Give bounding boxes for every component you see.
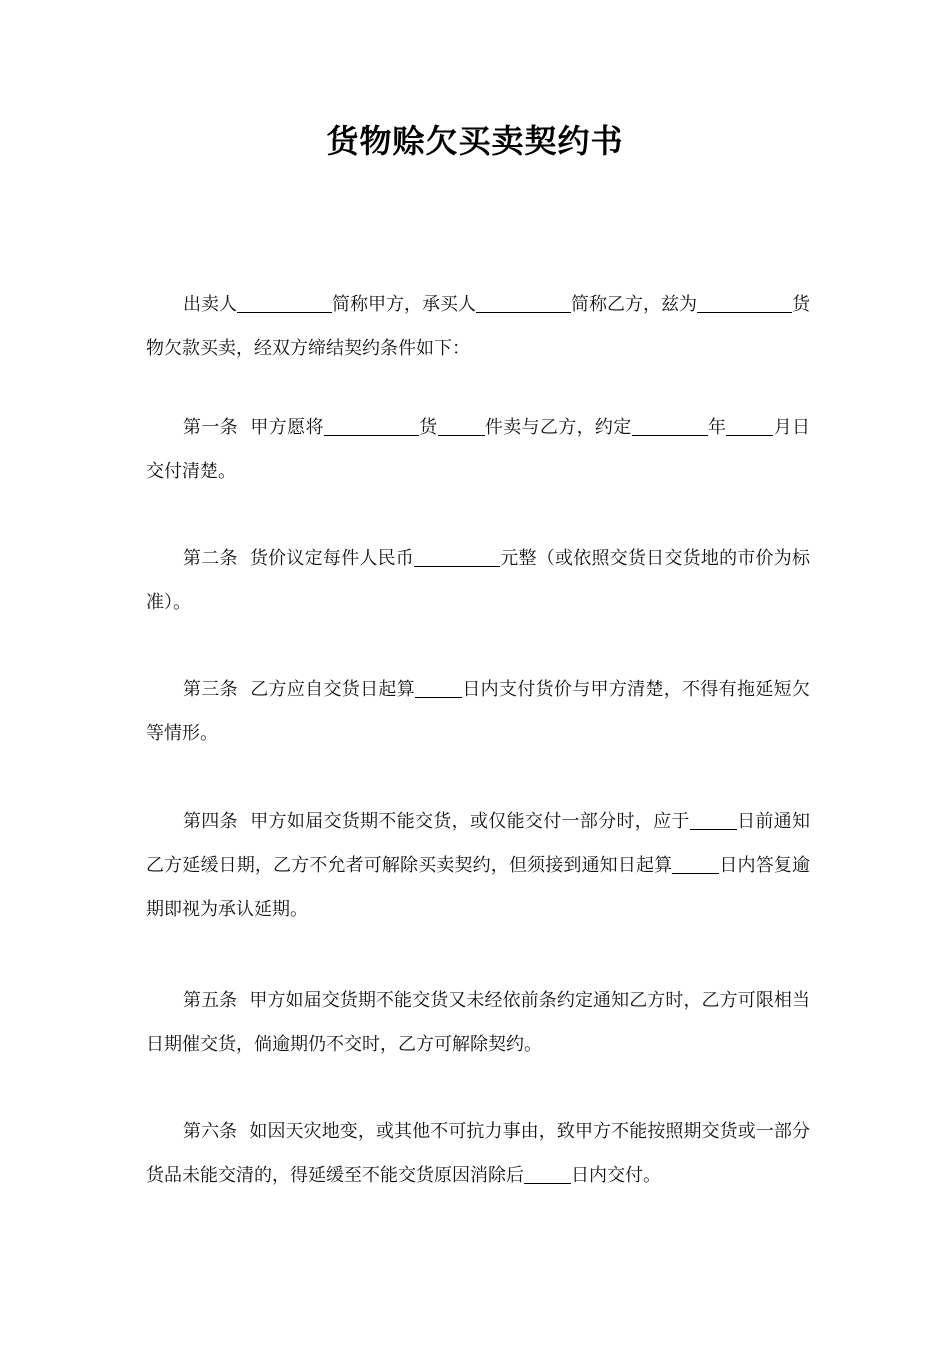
article-2-label: 第二条 [183,548,238,569]
article-4 [146,800,810,932]
article-1-text-1: 甲方愿将 [250,417,324,438]
article-2 [146,537,810,625]
goods-name-blank [324,415,419,436]
article-5-label: 第五条 [183,990,238,1011]
article-3 [146,668,810,756]
article-6-text-2: 日内交付。 [571,1165,661,1186]
article-6-text-1: 如因天灾地变，或其他不可抗力事由，致甲方不能按照期交货或一部分货品未能交清的，得延缓至不能交货原因消除后 [146,1121,810,1186]
intro-text-1: 出卖人 [183,294,237,315]
intro-paragraph [146,283,810,371]
article-2-text-1: 货价议定每件人民币 [249,548,415,569]
reply-days-blank [672,853,719,874]
year-blank [632,415,708,436]
article-3-text-1: 乙方应自交货日起算 [249,679,416,700]
price-blank [414,546,500,567]
article-1-text-3: 件卖与乙方，约定 [484,417,632,438]
intro-text-2: 简称甲方，承买人 [332,294,476,315]
buyer-blank [476,292,571,313]
intro-text-3: 简称乙方，兹为 [571,294,697,315]
quantity-blank [438,415,485,436]
article-1 [146,406,810,494]
article-2-text-2: 元整（或依照交货日交货地的市价为标准）。 [146,548,811,613]
article-5-text-1: 甲方如届交货期不能交货又未经依前条约定通知乙方时，乙方可限相当日期催交货，倘逾期仍不交时，乙方可解除契约。 [146,990,810,1055]
intro-text-4: 货物欠款买卖，经双方缔结契约条件如下： [146,294,810,359]
article-4-text-2: 日前通知乙方延缓日期，乙方不允者可解除买卖契约，但须接到通知日起算 [146,811,810,876]
article-1-text-4: 年 [707,417,727,438]
notice-days-blank [690,809,737,830]
article-1-label: 第一条 [183,417,239,438]
article-4-text-3: 日内答复逾期即视为承认延期。 [146,855,811,920]
article-1-text-2: 货 [418,417,438,438]
seller-blank [237,292,332,313]
document-title: 货物赊欠买卖契约书 [326,122,624,160]
article-6 [146,1110,810,1198]
delivery-days-blank [524,1163,571,1184]
article-6-label: 第六条 [183,1121,238,1142]
article-4-label: 第四条 [183,811,238,832]
article-1-text-5: 月日交付清楚。 [146,417,811,482]
payment-days-blank [415,677,462,698]
goods-blank [697,292,792,313]
article-3-text-2: 日内支付货价与甲方清楚，不得有拖延短欠等情形。 [146,679,810,744]
article-5 [146,979,810,1067]
month-blank [726,415,773,436]
article-4-text-1: 甲方如届交货期不能交货，或仅能交付一部分时，应于 [249,811,690,832]
article-3-label: 第三条 [183,679,238,700]
